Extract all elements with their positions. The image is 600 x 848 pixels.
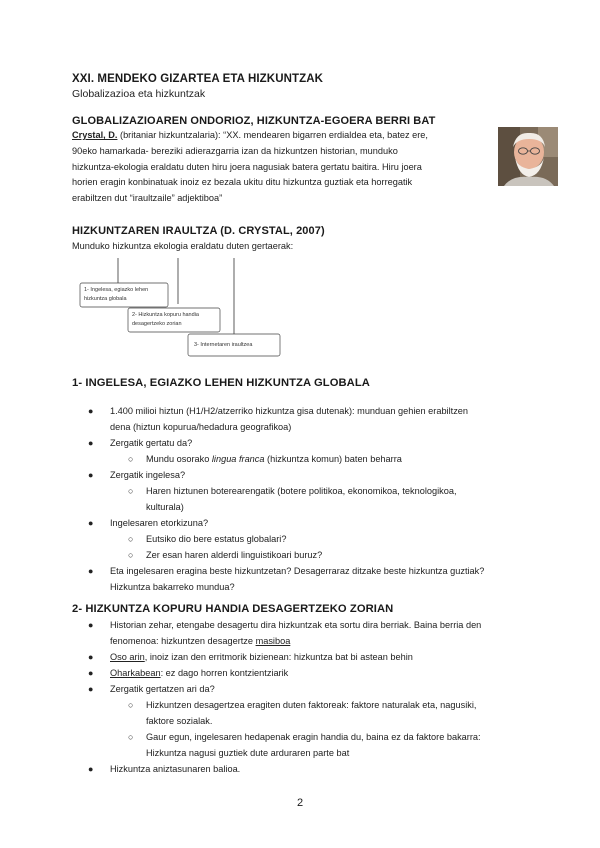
list-item-text: Historian zehar, etengabe desagertu dira hizkuntzak eta sortu dira berriak. Baina berria den bbox=[110, 620, 482, 630]
list-item-text: Eta ingelesaren eragina beste hizkuntzetan? Desagerraraz ditzake beste hizkuntza guztiak? bbox=[110, 566, 485, 576]
quote-line-4: horien eragin konbinatuak inoiz ez bezala ukitu ditu hizkuntza guztiak eta horregatik bbox=[72, 177, 413, 188]
list-item-text: faktore sozialak. bbox=[146, 716, 213, 726]
list-item-text: Hizkuntza bakarreko mundua? bbox=[110, 582, 235, 592]
section-heading-globalization: GLOBALIZAZIOAREN ONDORIOZ, HIZKUNTZA-EGOERA BERRI BAT bbox=[72, 115, 436, 127]
quote-line-1: Crystal, D. (britaniar hizkuntzalaria): “XX. mendearen bigarren erdialdea eta, batez ere, bbox=[72, 130, 428, 140]
revolution-diagram bbox=[72, 258, 292, 362]
author-name: Crystal, D. bbox=[72, 130, 118, 140]
list-item-text: Oso arin, inoiz izan den erritmorik bizienean: hizkuntza bat bi astean behin bbox=[110, 652, 413, 662]
section-heading-revolution: HIZKUNTZAREN IRAULTZA (D. CRYSTAL, 2007) bbox=[72, 225, 325, 237]
list-item-text: Zergatik ingelesa? bbox=[110, 470, 186, 480]
part1-heading: 1- INGELESA, EGIAZKO LEHEN HIZKUNTZA GLOBALA bbox=[72, 377, 370, 389]
list-item-text: Oharkabean: ez dago horren kontzientziarik bbox=[110, 668, 289, 678]
quote-line-3: hizkuntza-ekologia eraldatu duten hiru joera nagusiak batera gertatu baitira. Hiru joera bbox=[72, 161, 422, 172]
list-item-text: Hizkuntza aniztasunaren balioa. bbox=[110, 764, 241, 774]
diagram-box-1-label: 1- Ingelesa, egiazko lehen hizkuntza globala bbox=[84, 287, 149, 302]
list-item-text: fenomenoa: hizkuntzen desagertze masiboa bbox=[110, 636, 291, 646]
diagram-box-3-label: 3- Internetaren iraultzea bbox=[194, 342, 253, 348]
list-item-text: dena (hiztun kopurua/hedadura geografikoa) bbox=[110, 422, 292, 432]
list-item-text: Eutsiko dio bere estatus globalari? bbox=[146, 534, 287, 544]
crystal-quote-paragraph bbox=[72, 128, 492, 207]
author-photo bbox=[498, 127, 558, 186]
list-item-text: Haren hiztunen boterearengatik (botere politikoa, ekonomikoa, teknologikoa, bbox=[146, 486, 457, 496]
list-item-text: Zergatik gertatzen ari da? bbox=[110, 684, 215, 694]
list-item-text: kulturala) bbox=[146, 502, 184, 512]
list-item-text: Hizkuntza nagusi guztiek dute arduraren parte bat bbox=[146, 748, 350, 758]
diagram-box-2-label: 2- Hizkuntza kopuru handia desagertzeko zorian bbox=[132, 312, 199, 327]
quote-line-2: 90eko hamarkada- bereziki adierazgarria izan da hizkuntzen historian, munduko bbox=[72, 145, 398, 156]
list-item-text: Mundu osorako lingua franca (hizkuntza komun) baten beharra bbox=[146, 454, 402, 464]
quote-line-5: erabiltzen dut “iraultzaile” adjektiboa” bbox=[72, 193, 223, 204]
page-number: 2 bbox=[296, 797, 304, 809]
page-title: XXI. MENDEKO GIZARTEA ETA HIZKUNTZAK bbox=[72, 73, 324, 85]
list-item-text: Zer esan haren alderdi linguistikoari buruz? bbox=[146, 550, 323, 560]
list-item-text: Hizkuntzen desagertzea eragiten duten faktoreak: faktore naturalak eta, nagusiki, bbox=[146, 700, 477, 710]
list-item-text: Gaur egun, ingelesaren hedapenak eragin handia du, baina ez da faktore bakarra: bbox=[146, 732, 481, 742]
list-item-text: Zergatik gertatu da? bbox=[110, 438, 193, 448]
list-item-text: Ingelesaren etorkizuna? bbox=[110, 518, 209, 528]
part2-heading: 2- HIZKUNTZA KOPURU HANDIA DESAGERTZEKO ZORIAN bbox=[72, 603, 394, 615]
page-subtitle: Globalizazioa eta hizkuntzak bbox=[72, 88, 206, 100]
section-intro: Munduko hizkuntza ekologia eraldatu duten gertaerak: bbox=[72, 241, 294, 251]
list-item-text: 1.400 milioi hiztun (H1/H2/atzerriko hizkuntza gisa dutenak): munduan gehien erabiltzen bbox=[110, 406, 469, 416]
document-page: XXI. MENDEKO GIZARTEA ETA HIZKUNTZAK Globalizazioa eta hizkuntzak GLOBALIZAZIOAREN ONDORIOZ, HIZKUNTZA-EGOERA BERRI BAT Crystal, D. (britaniar hizkuntzalaria): “XX. mendearen bigarren erdialdea eta, batez ere, 90eko hamarkada- bereziki adierazgarria izan da hizkuntzen historian, munduko hizkuntza-ekologia eraldatu duten hiru joera nagusiak batera gertatu baitira. Hiru joera horien eragin konbinatuak inoiz ez bezala ukitu ditu hizkuntza guztiak eta horregatik erabiltzen dut “iraultzaile” adjektiboa” HIZKUNTZAREN IRAULTZA (D. CRYSTAL, 2007) Munduko hizkuntza ekologia eraldatu duten gertaerak: 1- Ingelesa, egiazko lehen hizkuntza globala 2- Hizkuntza kopuru handia desagertzeko zorian 3- Internetaren iraultzea 1- INGELESA, EGIAZKO LEHEN HIZKUNTZA GLOBALA ● 1.400 milioi hiztun (H1/H2/atzerriko hizkuntza gisa dutenak): munduan gehien erabiltzen dena (hiztun kopurua/hedadura geografikoa) ● Zergatik gertatu da? ○ Mundu osorako lingua franca (hizkuntza komun) baten beharra ● Zergatik ingelesa? ○ Haren hiztunen boterearengatik (botere politikoa, ekonomikoa, teknologikoa, kulturala) ● Ingelesaren etorkizuna? ○ Eutsiko dio bere estatus globalari? ○ Zer esan haren alderdi linguistikoari buruz? ● Eta ingelesaren eragina beste hizkuntzetan? Desagerraraz ditzake beste hizkuntza guztiak? Hizkuntza bakarreko mundua? 2- HIZKUNTZA KOPURU HANDIA DESAGERTZEKO ZORIAN ● Historian zehar, etengabe desagertu dira hizkuntzak eta sortu dira berriak. Baina berria den fenomenoa: hizkuntzen desagertze masiboa ● Oso arin, inoiz izan den erritmorik bizienean: hizkuntza bat bi astean behin ● Oharkabean: ez dago horren kontzientziarik ● Zergatik gertatzen ari da? ○ Hizkuntzen desagertzea eragiten duten faktoreak: faktore naturalak eta, nagusiki, faktore sozialak. ○ Gaur egun, ingelesaren hedapenak eragin handia du, baina ez da faktore bakarra: Hizkuntza nagusi guztiek dute arduraren parte bat ● Hizkuntza aniztasunaren balioa. 2 bbox=[0, 0, 600, 848]
